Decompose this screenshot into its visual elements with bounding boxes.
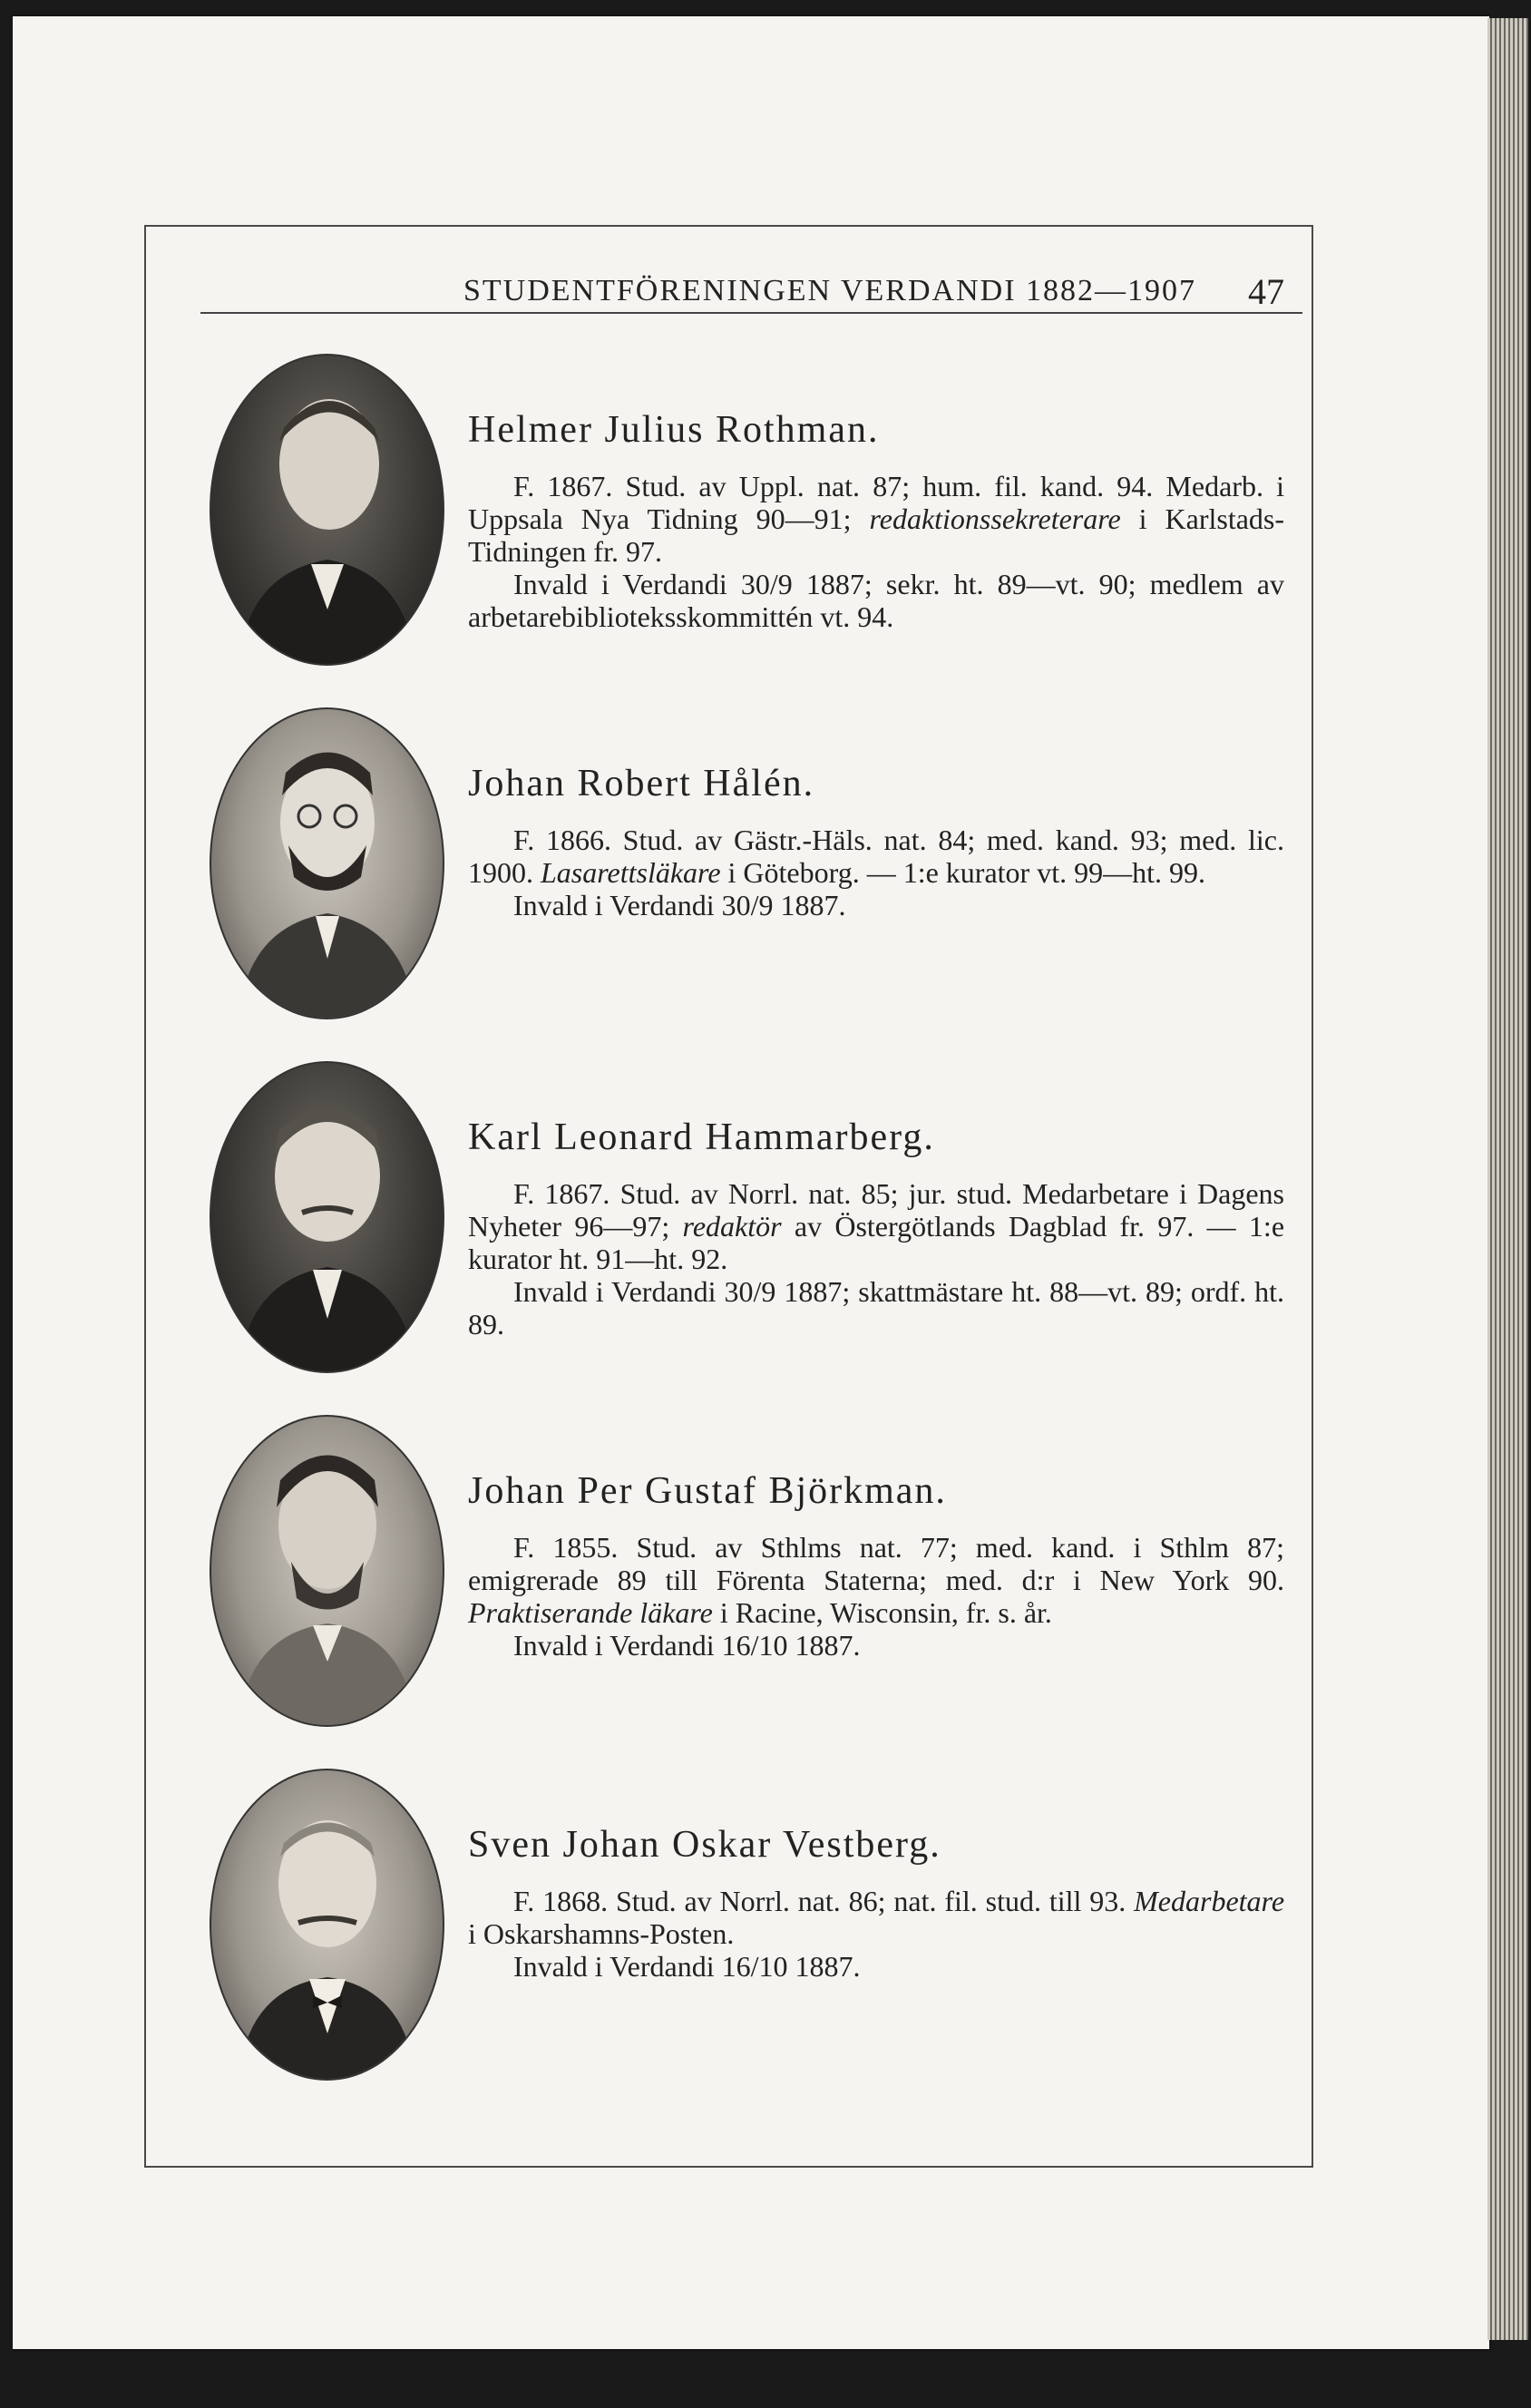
- book-page-edges: [1487, 18, 1528, 2340]
- page-frame: [144, 225, 1313, 2168]
- entry: [210, 1061, 1289, 1379]
- page-number: 47: [1248, 271, 1284, 312]
- biography-career: F. 1867. Stud. av Norrl. nat. 85; jur. stud. Medarbetare i Dagens Nyheter 96—97; redaktör av Östergötlands Dagblad fr. 97. — 1:e kurator ht. 91—ht. 92.: [468, 1177, 1285, 1275]
- running-title: STUDENTFÖRENINGEN VERDANDI 1882—1907: [463, 274, 1197, 307]
- biography-career: F. 1868. Stud. av Norrl. nat. 86; nat. fil. stud. till 93. Medarbetare i Oskarshamns-Posten.: [468, 1885, 1285, 1950]
- portrait-photo: [210, 707, 444, 1019]
- entry: [210, 707, 1289, 1025]
- person-name: Johan Per Gustaf Björkman.: [468, 1470, 947, 1512]
- biography: [468, 1823, 1284, 1983]
- entry: [210, 354, 1289, 671]
- biography-text: [468, 1885, 1284, 1983]
- biography: [468, 1116, 1284, 1340]
- running-header: [200, 265, 1302, 314]
- biography-membership: Invald i Verdandi 30/9 1887; sekr. ht. 89—vt. 90; medlem av arbetarebiblioteksskommittén vt. 94.: [468, 568, 1284, 633]
- portrait-photo: [210, 1061, 444, 1373]
- person-name: Johan Robert Hålén.: [468, 763, 815, 804]
- biography-membership: Invald i Verdandi 16/10 1887.: [513, 1629, 861, 1662]
- biography-career: F. 1866. Stud. av Gästr.-Häls. nat. 84; med. kand. 93; med. lic. 1900. Lasarettsläkare i Göteborg. — 1:e kurator vt. 99—ht. 99.: [468, 824, 1284, 889]
- person-name: Karl Leonard Hammarberg.: [468, 1116, 935, 1158]
- biography-membership: Invald i Verdandi 16/10 1887.: [513, 1950, 861, 1983]
- biography-text: [468, 470, 1284, 633]
- portrait-photo: [210, 1415, 444, 1727]
- biography-career: F. 1867. Stud. av Uppl. nat. 87; hum. fil. kand. 94. Medarb. i Uppsala Nya Tidning 90—91; redaktionssekreterare i Karlstads-Tidningen fr. 97.: [468, 470, 1285, 568]
- biography: [468, 1469, 1284, 1662]
- biography-membership: Invald i Verdandi 30/9 1887; skattmästare ht. 88—vt. 89; ordf. ht. 89.: [468, 1275, 1284, 1340]
- entry: [210, 1415, 1289, 1732]
- biography-career: F. 1855. Stud. av Sthlms nat. 77; med. kand. i Sthlm 87; emigrerade 89 till Förenta Staterna; med. d:r i New York 90. Praktiserande läkare i Racine, Wisconsin, fr. s. år.: [468, 1531, 1284, 1629]
- portrait-photo: [210, 1769, 444, 2081]
- biography-membership: Invald i Verdandi 30/9 1887.: [513, 889, 846, 921]
- biography-text: [468, 1177, 1284, 1340]
- book-page: [13, 16, 1489, 2349]
- biography-text: [468, 1531, 1284, 1662]
- person-name: Sven Johan Oskar Vestberg.: [468, 1824, 941, 1866]
- portrait-photo: [210, 354, 444, 666]
- biography: [468, 408, 1284, 633]
- biography-text: [468, 824, 1284, 921]
- person-name: Helmer Julius Rothman.: [468, 409, 880, 451]
- biography: [468, 762, 1284, 921]
- entry: [210, 1769, 1289, 2086]
